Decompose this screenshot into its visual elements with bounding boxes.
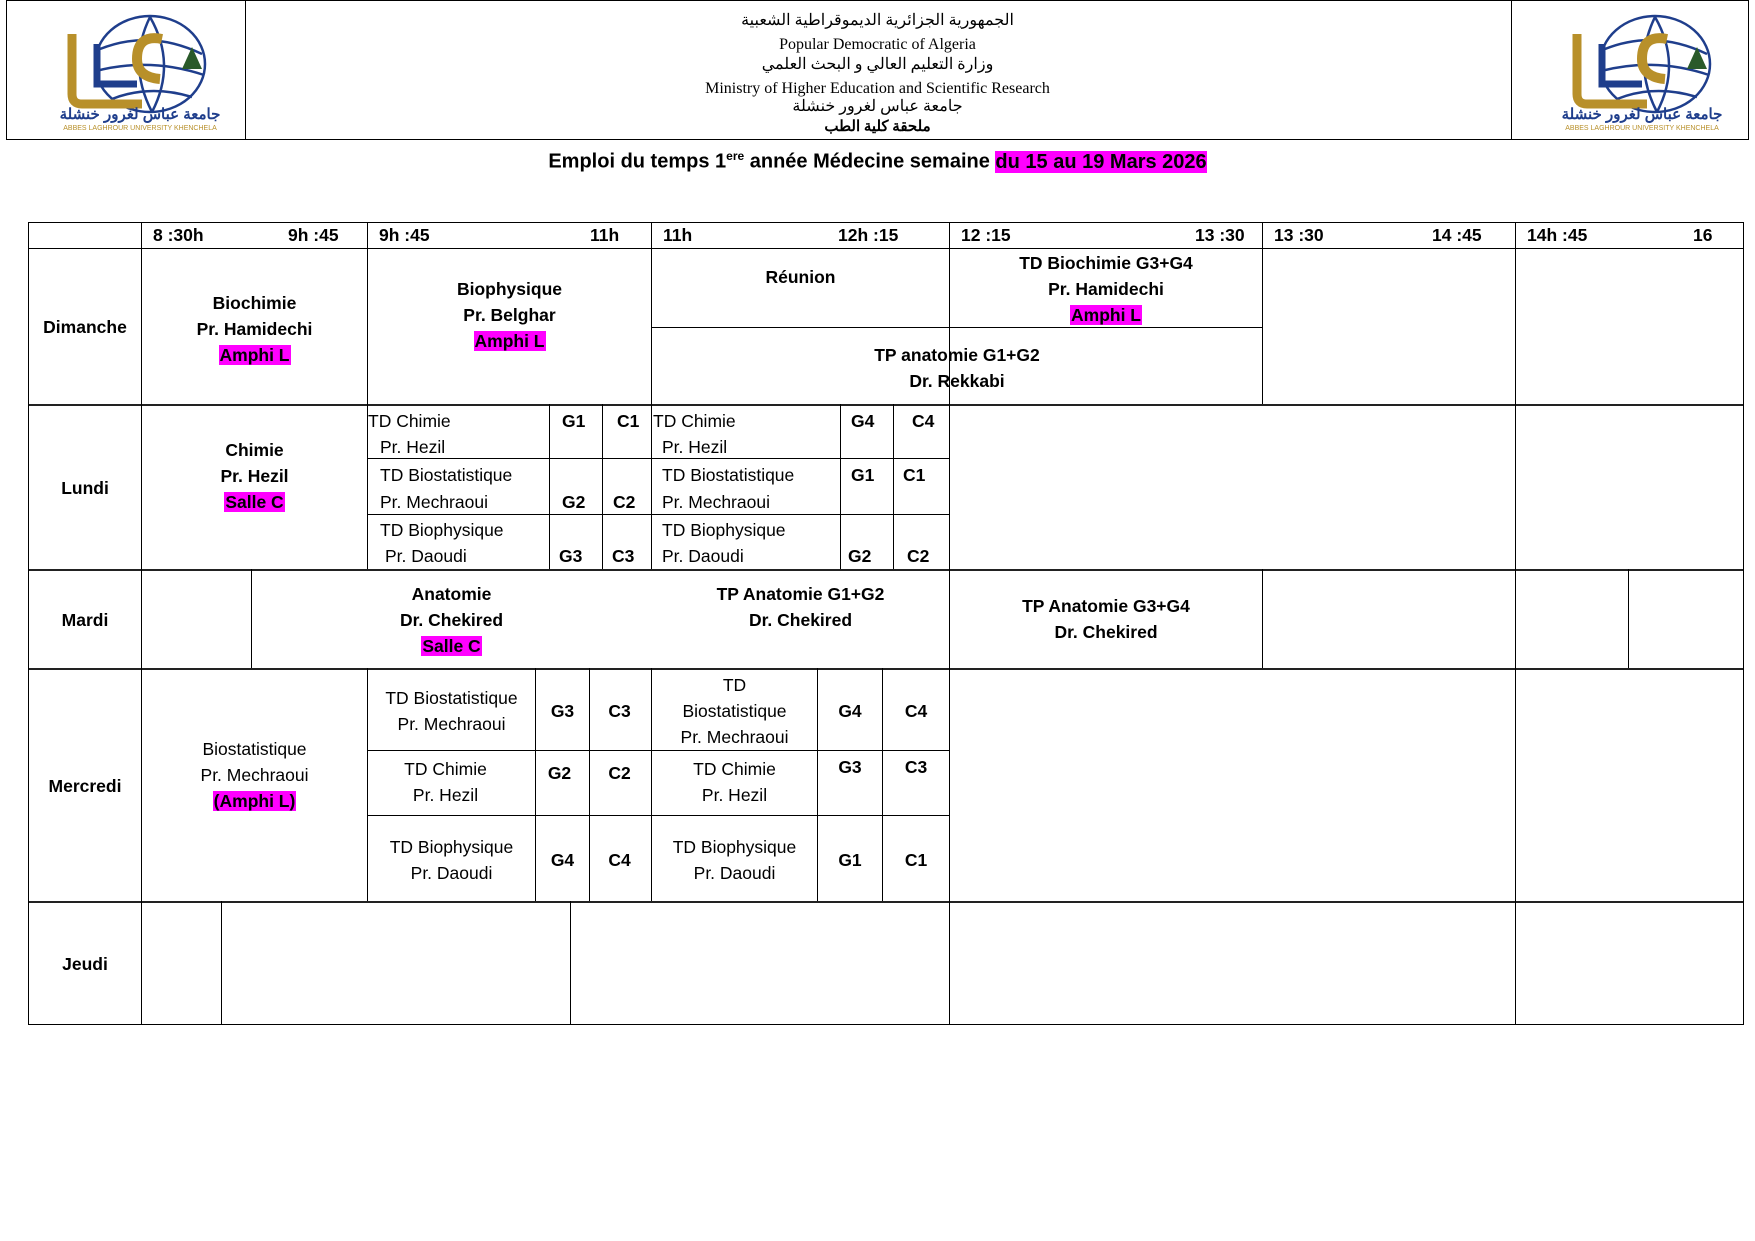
grid-line [28, 569, 1744, 571]
reunion-label: Réunion [765, 267, 836, 287]
document-header [6, 0, 1749, 140]
course-mardi-anatomie [252, 580, 651, 660]
course-subject: TP anatomie G1+G2 [874, 345, 1040, 365]
day-jeudi: Jeudi [62, 953, 108, 974]
course-room: Salle C [225, 492, 284, 512]
title-middle: année Médecine semaine [744, 150, 996, 173]
td-prof: Pr. Mechraoui [380, 492, 488, 512]
td-prof: Pr. Daoudi [385, 546, 467, 566]
grid-line [602, 404, 603, 569]
td-subject: TD Biophysique [380, 520, 504, 540]
header-ministry-en: Ministry of Higher Education and Scientific Research [705, 80, 1050, 97]
course-subject: Biophysique [456, 279, 562, 299]
td-classroom: C2 [907, 546, 930, 566]
td-group: G3 [838, 757, 862, 777]
td-classroom: C3 [612, 546, 635, 566]
course-lundi-chimie [142, 436, 367, 516]
td-classroom: C3 [608, 701, 631, 721]
grid-line [28, 668, 1744, 670]
header-university-ar: جامعة عباس لغرور خنشلة [792, 98, 963, 115]
td-session [368, 684, 535, 738]
td-classroom: C4 [608, 850, 631, 870]
time-start-3: 11h [663, 225, 693, 245]
course-subject: Chimie [225, 440, 284, 460]
logo-caption-en-left: ABBES LAGHROUR UNIVERSITY KHENCHELA [63, 125, 217, 132]
grid-line [28, 901, 1744, 903]
course-subject: Biostatistique [202, 739, 307, 759]
time-start-4: 12 :15 [961, 225, 1011, 245]
td-subject: TD Biophysique [662, 520, 786, 540]
td-classroom: C1 [617, 411, 640, 431]
td-group: G4 [851, 411, 875, 431]
course-dimanche-tp-anatomie [652, 340, 1262, 396]
dimanche-reunion [652, 262, 949, 292]
td-classroom: C1 [903, 465, 926, 485]
day-dimanche: Dimanche [43, 316, 127, 337]
course-dimanche-biophysique [368, 275, 651, 355]
time-start-6: 14h :45 [1527, 225, 1588, 245]
td-session [368, 755, 523, 809]
day-mercredi: Mercredi [48, 775, 122, 796]
course-mardi-tp-anatomie-g1g2 [652, 580, 949, 634]
td-subject: TD Biophysique [672, 837, 797, 857]
course-prof: Dr. Rekkabi [909, 371, 1005, 391]
grid-line [1262, 222, 1263, 404]
td-group: G2 [562, 492, 586, 512]
td-classroom: C4 [912, 411, 935, 431]
td-subject-line1: TD [722, 675, 747, 695]
course-dimanche-biochimie [142, 289, 367, 369]
time-start-2: 9h :45 [379, 225, 430, 245]
course-room: Amphi L [219, 345, 290, 365]
td-classroom: C2 [608, 763, 631, 783]
course-room: Amphi L [474, 331, 545, 351]
course-subject: TD Biochimie G3+G4 [1019, 253, 1193, 273]
td-group: G1 [851, 465, 875, 485]
td-subject: TD Chimie [404, 759, 487, 779]
course-prof: Pr. Mechraoui [200, 765, 309, 785]
td-prof: Pr. Mechraoui [662, 492, 770, 512]
td-group: G2 [547, 763, 572, 783]
course-room: (Amphi L) [213, 791, 296, 811]
course-prof: Dr. Chekired [1054, 622, 1158, 642]
td-prof: Pr. Daoudi [410, 863, 493, 883]
td-session [652, 833, 817, 887]
td-group: G4 [550, 850, 575, 870]
header-country-en: Popular Democratic of Algeria [779, 36, 976, 53]
day-mardi: Mardi [61, 609, 109, 630]
td-session [652, 755, 817, 809]
course-mardi-tp-anatomie-g3g4 [950, 592, 1262, 646]
td-prof: Pr. Hezil [380, 437, 446, 457]
title-prefix: Emploi du temps 1 [548, 150, 727, 173]
td-classroom: C4 [904, 701, 928, 721]
logo-caption-en-right: ABBES LAGHROUR UNIVERSITY KHENCHELA [1565, 125, 1719, 132]
grid-line [1262, 569, 1263, 668]
td-group: G1 [838, 850, 862, 870]
td-prof: Pr. Daoudi [662, 546, 744, 566]
title-week-range: du 15 au 19 Mars 2026 [995, 150, 1207, 173]
td-group: G3 [550, 701, 575, 721]
course-subject: TP Anatomie G3+G4 [1022, 596, 1190, 616]
course-subject: Biochimie [212, 293, 297, 313]
grid-line [1515, 404, 1516, 569]
time-end-6: 16 [1693, 225, 1713, 245]
td-session [652, 671, 817, 751]
td-prof: Pr. Mechraoui [397, 714, 506, 734]
time-start-5: 13 :30 [1274, 225, 1324, 245]
td-classroom: C1 [904, 850, 928, 870]
grid-line [840, 404, 841, 569]
course-dimanche-td-biochimie [950, 250, 1262, 328]
header-faculty-ar: ملحقة كلية الطب [824, 119, 931, 135]
td-prof: Pr. Hezil [412, 785, 479, 805]
td-subject: TD Chimie [693, 759, 776, 779]
course-room: Amphi L [1071, 305, 1141, 325]
course-prof: Pr. Belghar [463, 305, 556, 325]
course-prof: Pr. Hezil [220, 466, 289, 486]
td-prof: Pr. Hezil [701, 785, 768, 805]
td-prof: Pr. Mechraoui [680, 727, 789, 747]
td-classroom: C2 [613, 492, 636, 512]
logo-caption-ar-right: جامعة عباس لغرور خنشلة [1561, 106, 1723, 123]
td-prof: Pr. Daoudi [693, 863, 776, 883]
course-subject: Anatomie [411, 584, 492, 604]
grid-line [1743, 222, 1744, 1025]
td-subject: TD Chimie [368, 411, 451, 431]
grid-line [221, 901, 222, 1024]
time-start-1: 8 :30h [153, 225, 204, 245]
td-group: G1 [562, 411, 586, 431]
td-subject: TD Biostatistique [385, 688, 518, 708]
header-country-ar: الجمهورية الجزائرية الديموقراطية الشعبية [741, 12, 1014, 29]
td-subject: TD Chimie [653, 411, 736, 431]
grid-line [1515, 222, 1516, 1025]
grid-line [893, 404, 894, 569]
title-sup: ere [726, 149, 745, 163]
logo-caption-ar-left: جامعة عباس لغرور خنشلة [59, 106, 221, 123]
td-subject-line2: Biostatistique [682, 701, 787, 721]
course-prof: Pr. Hamidechi [1048, 279, 1164, 299]
course-prof: Dr. Chekired [748, 610, 853, 630]
grid-line [28, 1024, 1744, 1025]
logo-right-cell [1511, 1, 1748, 139]
grid-line [570, 901, 571, 1024]
page-title [0, 141, 1755, 177]
td-classroom: C3 [904, 757, 928, 777]
day-lundi: Lundi [61, 477, 109, 498]
grid-line [1628, 569, 1629, 668]
td-subject: TD Biostatistique [380, 465, 513, 485]
header-ministry-ar: وزارة التعليم العالي و البحث العلمي [761, 56, 994, 73]
td-group: G4 [838, 701, 862, 721]
course-subject: TP Anatomie G1+G2 [716, 584, 885, 604]
time-end-4: 13 :30 [1195, 225, 1245, 245]
grid-line [28, 404, 1744, 406]
td-prof: Pr. Hezil [662, 437, 728, 457]
td-subject: TD Biophysique [389, 837, 514, 857]
grid-line [367, 815, 949, 816]
td-group: G3 [559, 546, 583, 566]
time-end-5: 14 :45 [1432, 225, 1482, 245]
course-prof: Pr. Hamidechi [196, 319, 313, 339]
course-mercredi-biostatistique [142, 735, 367, 815]
td-subject: TD Biostatistique [662, 465, 795, 485]
grid-line [549, 404, 550, 569]
td-session [368, 833, 535, 887]
time-end-2: 11h [590, 225, 620, 245]
course-room: Salle C [422, 636, 481, 656]
course-prof: Dr. Chekired [399, 610, 504, 630]
time-end-1: 9h :45 [288, 225, 339, 245]
time-end-3: 12h :15 [838, 225, 899, 245]
td-group: G2 [848, 546, 872, 566]
grid-line [28, 248, 1744, 249]
